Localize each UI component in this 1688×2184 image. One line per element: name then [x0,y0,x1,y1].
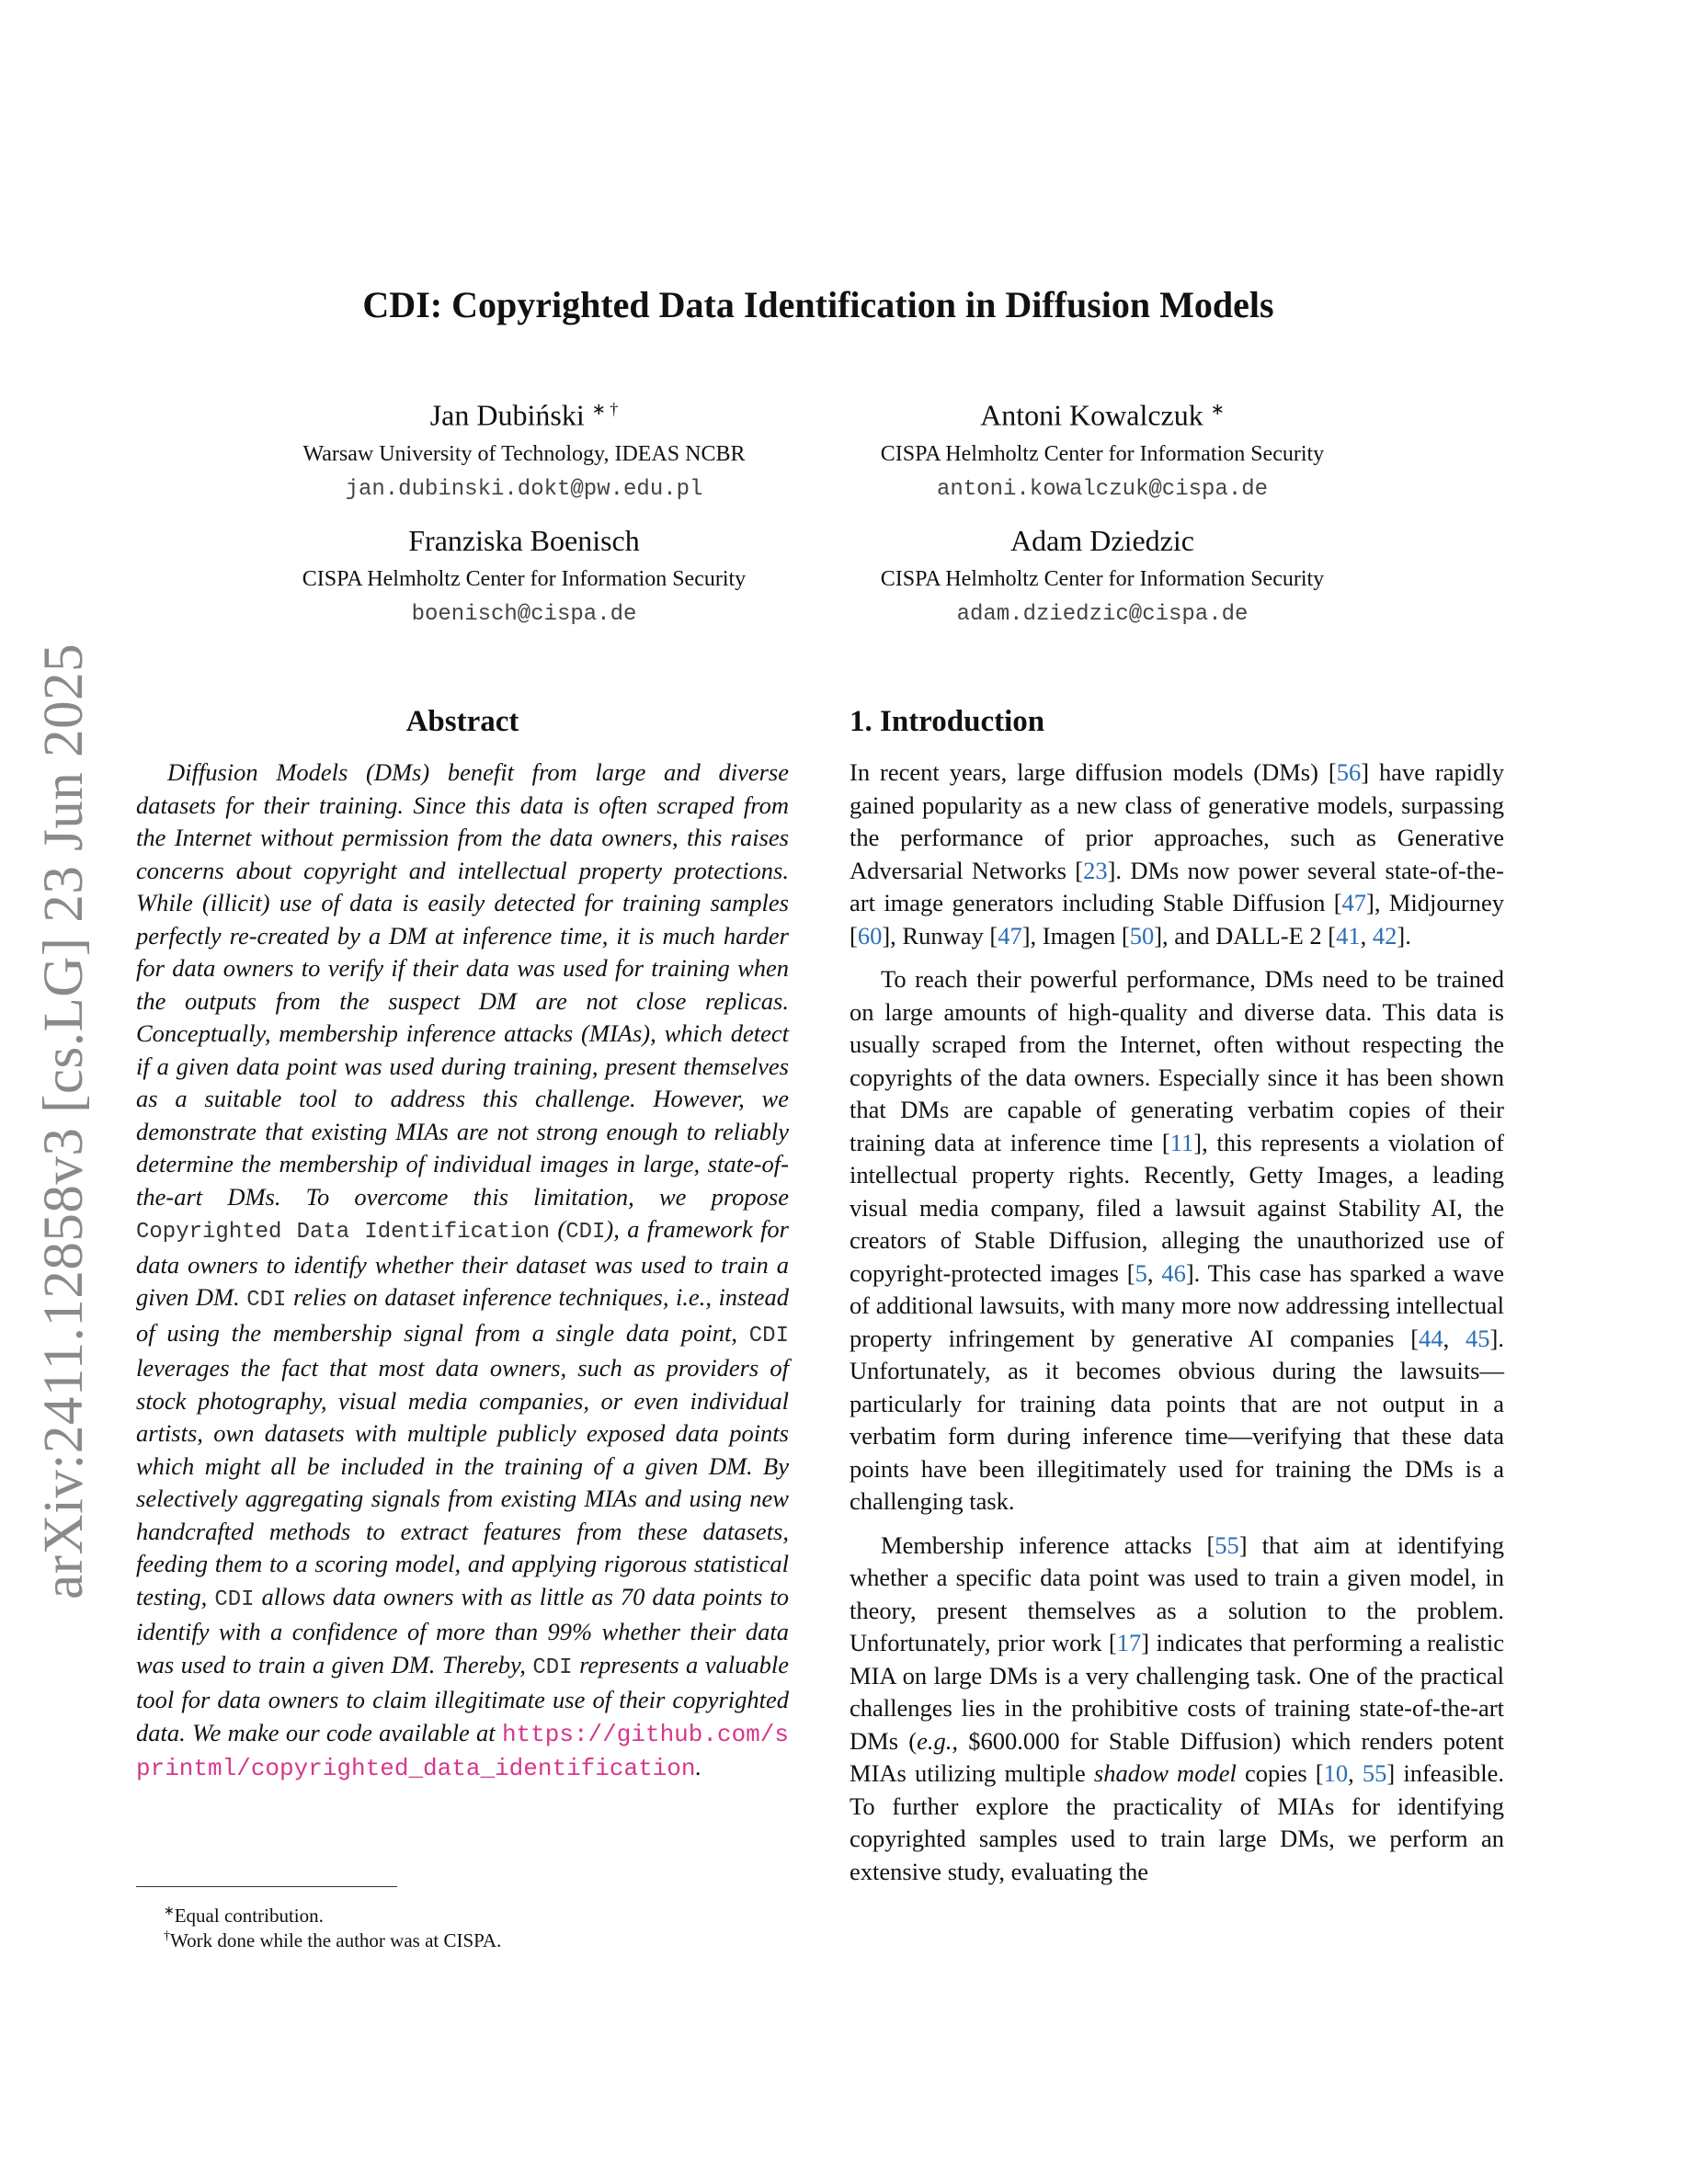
author-block-1 [267,390,781,506]
footnote-mark: ∗ [164,1905,175,1918]
author-marks: ∗ [1210,400,1225,418]
text-segment: ]. Unfortunately, as it becomes obvious during the lawsuits—particularly for training data points that are not output in a verbatim form during inference time—verifying that these data points have been illegitimately used for training the DMs is a challenging task. [850,1324,1504,1515]
text-segment: To reach their powerful performance, DMs need to be trained on large amounts of high-quality and diverse data. This data is usually scraped from the Internet, often without respecting the copyrights of the data owners. Especially since it has been shown that DMs are capable of generating verbatim copies of their training data at inference time [ [850,965,1504,1156]
text-segment: , [1348,1759,1363,1787]
abstract-segment: leverages the fact that most data owners, such as providers of stock photography, visual media companies, or even individual artists, own datasets with multiple publicly exposed data points which might all be included in the training of a given DM. By selectively aggregating signals from existing MIAs and using new handcrafted methods to extract features from these datasets, feeding them to a scoring model, and applying rigorous statistical testing, [136,1354,789,1610]
introduction-heading: 1. Introduction [850,705,1045,738]
text-segment: ], this represents a violation of intellectual property rights. Recently, Getty Images, a leading visual media company, filed a lawsuit against Stability AI, the creators of Stable Diffusion, alleging the unauthorized use of copyright-protected images [ [850,1128,1504,1287]
author-block-3 [267,521,781,631]
footnote-text: Equal contribution. [174,1905,324,1927]
citation-link[interactable]: 50 [1129,921,1155,950]
abstract-segment: ( [549,1215,566,1243]
citation-link[interactable]: 47 [998,921,1022,950]
citation-link[interactable]: 55 [1215,1530,1239,1559]
text-segment: $600.000 for Stable Diffusion) which renders potent MIAs utilizing multiple [850,1726,1504,1787]
text-segment: , [1360,921,1373,950]
abstract-segment: relies on dataset inference techniques, i.e., instead of using the membership signal from a single data point, [136,1283,789,1347]
citation-link[interactable]: 45 [1466,1324,1490,1352]
emphasis-text: shadow model [1093,1759,1237,1787]
citation-link[interactable]: 23 [1083,856,1108,884]
method-acronym: CDI [214,1587,255,1612]
text-segment: , [1146,1258,1162,1287]
code-repository-link[interactable]: https://github.com/sprintml/copyrighted_data_identification [136,1720,789,1782]
footnote-text: Work done while the author was at CISPA. [170,1929,502,1951]
text-segment: ]. DMs now power several state-of-the-art image generators including Stable Diffusion [ [850,856,1504,916]
author-name: Jan Dubiński [429,398,585,432]
author-email[interactable]: jan.dubinski.dokt@pw.edu.pl [345,476,703,502]
abstract-heading: Abstract [405,705,519,738]
intro-paragraph-3 [850,1530,1504,1889]
abstract-segment: . [695,1753,702,1780]
footnote-2 [164,1924,501,1953]
author-name: Franziska Boenisch [408,524,640,557]
intro-paragraph-2 [850,963,1504,1519]
abstract-segment: ), a framework for data owners to identify whether their dataset was used to train a given DM. [136,1215,789,1311]
citation-link[interactable]: 11 [1169,1128,1194,1156]
author-affiliation: CISPA Helmholtz Center for Information Security [880,567,1325,591]
text-segment: ], Runway [ [882,921,998,950]
citation-link[interactable]: 42 [1372,921,1397,950]
text-segment: ] indicates that performing a realistic MIA on large DMs is a very challenging task. One of the practical challenges lies in the prohibitive costs of training state-of-the-art DMs ( [850,1629,1504,1755]
citation-link[interactable]: 5 [1135,1258,1147,1287]
emphasis-text: e.g., [917,1726,958,1755]
author-affiliation: CISPA Helmholtz Center for Information Security [880,441,1325,466]
text-segment: ] infeasible. To further explore the practicality of MIAs for identifying copyrighted samples used to train large DMs, we perform an extensive study, evaluating the [850,1759,1504,1885]
citation-link[interactable]: 46 [1161,1258,1186,1287]
author-affiliation: CISPA Helmholtz Center for Information Security [302,567,747,591]
text-segment: , [1443,1324,1466,1352]
text-segment: ], and DALL-E 2 [ [1154,921,1337,950]
citation-link[interactable]: 17 [1116,1629,1142,1656]
citation-link[interactable]: 44 [1419,1324,1443,1352]
abstract-segment: allows data owners with as little as 70 data points to identify with a confidence of more than 99% whether their data was used to train a given DM. Thereby, [136,1582,789,1678]
text-segment: ], Imagen [ [1021,921,1130,950]
text-segment: ]. This case has sparked a wave of additional lawsuits, with many more now addressing intellectual property infringement by generative AI companies [ [850,1258,1505,1352]
author-block-2 [845,390,1360,506]
intro-paragraph-1 [850,756,1504,952]
author-marks: ∗ † [591,400,619,418]
citation-link[interactable]: 10 [1323,1759,1349,1787]
citation-link[interactable]: 56 [1336,758,1362,786]
text-segment: copies [ [1236,1759,1324,1787]
method-acronym: CDI [246,1288,287,1313]
citation-link[interactable]: 47 [1341,889,1367,916]
author-block-4 [845,521,1360,631]
abstract-segment: Diffusion Models (DMs) benefit from large and diverse datasets for their training. Since this data is often scraped from the Internet without permission from the data owners, this raises concerns about copyright and intellectual property protections. While (illicit) use of data is easily detected for training samples perfectly re-created by a DM at inference time, it is much harder for data owners to verify if their data was used for training when the outputs from the suspect DM are not close replicas. Conceptually, membership inference attacks (MIAs), which detect if a given data point was used during training, present themselves as a suitable tool to address this challenge. However, we demonstrate that existing MIAs are not strong enough to reliably determine the membership of individual images in large, state-of-the-art DMs. To overcome this limitation, we propose [136,758,789,1211]
author-name: Adam Dziedzic [1010,524,1194,557]
author-email[interactable]: antoni.kowalczuk@cispa.de [936,476,1269,502]
abstract-segment: represents a valuable tool for data owners to claim illegitimate use of their copyrighted data. We make our code available at [136,1650,789,1746]
text-segment: ] that aim at identifying whether a specific data point was used to train a given model, in theory, present themselves as a solution to the problem. Unfortunately, prior work [ [850,1530,1504,1656]
footnote-mark: † [164,1929,170,1943]
text-segment: ]. [1397,921,1411,950]
author-affiliation: Warsaw University of Technology, IDEAS NCBR [302,441,746,466]
paper-title: CDI: Copyrighted Data Identification in Diffusion Models [362,284,1274,325]
citation-link[interactable]: 60 [857,921,883,950]
method-acronym: CDI [565,1220,606,1245]
method-name: Copyrighted Data Identification [136,1220,550,1245]
citation-link[interactable]: 55 [1362,1759,1387,1787]
author-email[interactable]: boenisch@cispa.de [411,602,637,627]
citation-link[interactable]: 41 [1336,921,1361,950]
arxiv-side-stamp: arXiv:2411.12858v3 [cs.LG] 23 Jun 2025 [33,643,95,1599]
author-email[interactable]: adam.dziedzic@cispa.de [956,602,1249,627]
text-segment: ] have rapidly gained popularity as a new class of generative models, surpassing the performance of prior approaches, such as Generative Adversarial Networks [ [850,758,1504,884]
method-acronym: CDI [532,1655,573,1680]
text-segment: ], Midjourney [ [850,889,1504,950]
introduction-column [850,756,1504,1888]
abstract-column [136,756,789,1786]
author-name: Antoni Kowalczuk [980,398,1203,432]
footnote-divider [136,1886,397,1887]
abstract-text [136,756,789,1786]
method-acronym: CDI [748,1323,789,1348]
text-segment: In recent years, large diffusion models (DMs) [ [850,758,1337,786]
text-segment: Membership inference attacks [ [881,1530,1215,1559]
